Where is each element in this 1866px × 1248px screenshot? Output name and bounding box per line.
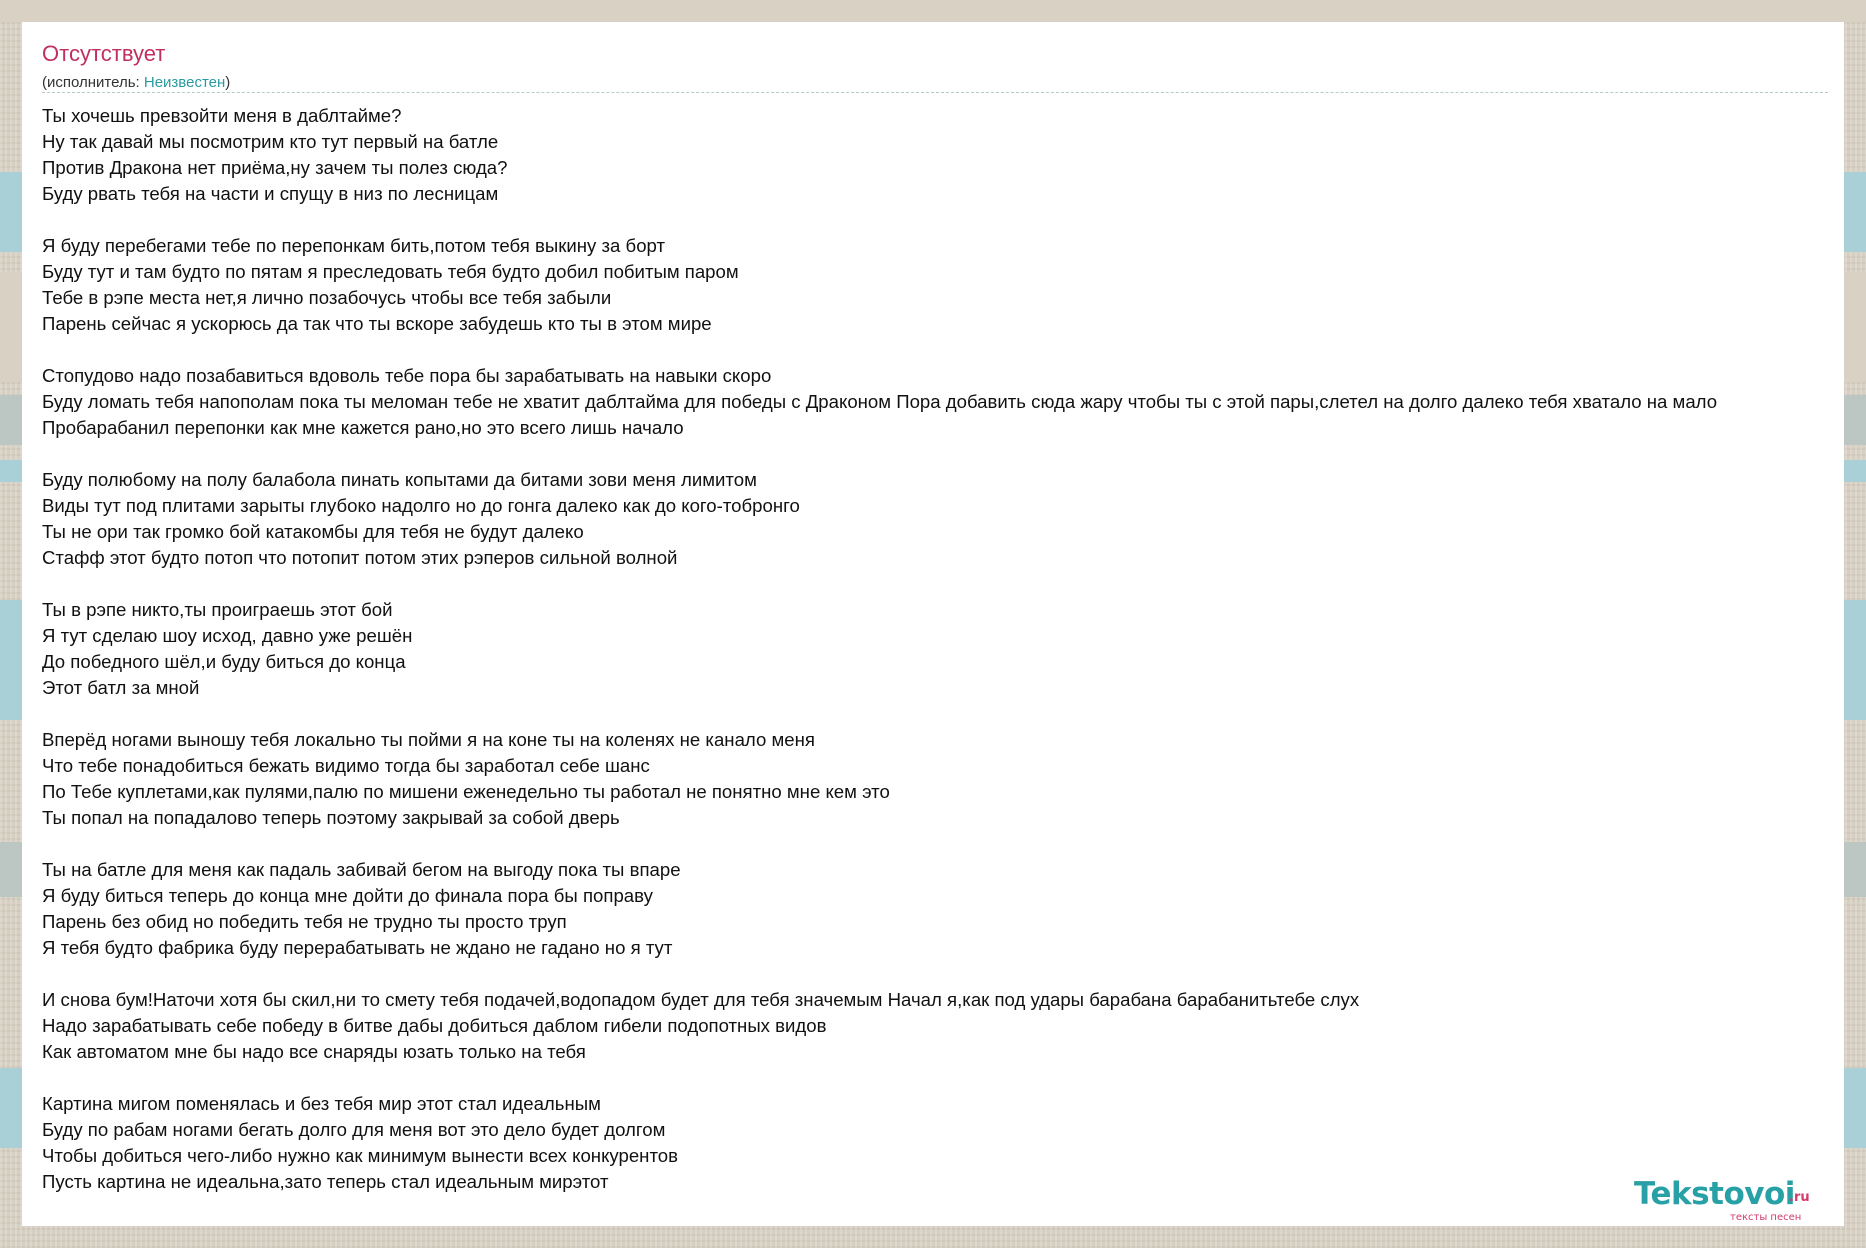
background-stripe [0,0,1866,22]
lyrics-line: Я тут сделаю шоу исход, давно уже решён [42,625,413,646]
lyrics-stanza [42,233,1844,337]
lyrics-stanza [42,103,1844,207]
artist-suffix: ) [225,74,231,91]
lyrics-stanza [42,467,1844,571]
lyrics-line: Парень сейчас я ускорюсь да так что ты вскоре забудешь кто ты в этом мире [42,313,712,334]
lyrics-line: Чтобы добиться чего-либо нужно как минимум вынести всех конкурентов [42,1145,678,1166]
logo-tld: .ru [1789,1190,1810,1205]
lyrics-line: Ты попал на попадалово теперь поэтому закрывай за собой дверь [42,807,620,828]
logo-tagline: тексты песен [1730,1212,1802,1223]
lyrics-line: Стопудово надо позабавиться вдоволь тебе пора бы зарабатывать на навыки скоро [42,365,772,386]
lyrics-stanza [42,1091,1844,1195]
lyrics-line: Буду ломать тебя напополам пока ты меломан тебе не хватит даблтайма для победы с Драконом Пора добавить сюда жару чтобы ты с этой пары,слетел на долго далеко тебя хватало на мало [42,391,1718,412]
artist-prefix: (исполнитель: [42,74,144,91]
lyrics-line: Пробарабанил перепонки как мне кажется рано,но это всего лишь начало [42,417,684,438]
lyrics-line: Ты на батле для меня как падаль забивай бегом на выгоду пока ты впаре [42,859,681,880]
lyrics-line: Что тебе понадобиться бежать видимо тогда бы заработал себе шанс [42,755,650,776]
lyrics-line: По Тебе куплетами,как пулями,палю по мишени еженедельно ты работал не понятно мне кем это [42,781,890,802]
lyrics-line: И снова бум!Наточи хотя бы скил,ни то смету тебя подачей,водопадом будет для тебя значемым Начал я,как под удары барабана барабанитьтебе слух [42,989,1360,1010]
lyrics-line: Надо зарабатывать себе победу в битве дабы добиться даблом гибели подопотных видов [42,1015,827,1036]
lyrics-line: Вперёд ногами выношу тебя локально ты пойми я на коне ты на коленях не канало меня [42,729,815,750]
lyrics-line: Я буду перебегами тебе по перепонкам бить,потом тебя выкину за борт [42,235,665,256]
lyrics-line: Буду по рабам ногами бегать долго для меня вот это дело будет долгом [42,1119,666,1140]
lyrics-line: Парень без обид но победить тебя не трудно ты просто труп [42,911,567,932]
lyrics-panel [22,22,1844,1226]
lyrics-stanza [42,987,1844,1065]
artist-line [42,74,230,91]
logo-name: Tekstovoi [1634,1176,1795,1212]
lyrics-line: Виды тут под плитами зарыты глубоко надолго но до гонга далеко как до кого-тобронго [42,495,800,516]
lyrics-stanza [42,363,1844,441]
lyrics-line: Против Дракона нет приёма,ну зачем ты полез сюда? [42,157,508,178]
lyrics-stanza [42,597,1844,701]
lyrics-text [42,103,1844,1195]
lyrics-line: Ты в рэпе никто,ты проиграешь этот бой [42,599,393,620]
lyrics-line: Я тебя будто фабрика буду перерабатывать не ждано не гадано но я тут [42,937,673,958]
lyrics-line: Я буду биться теперь до конца мне дойти до финала пора бы поправу [42,885,653,906]
artist-link[interactable]: Неизвестен [143,74,226,91]
lyrics-line: Ты хочешь превзойти меня в даблтайме? [42,105,402,126]
lyrics-line: Ну так давай мы посмотрим кто тут первый на батле [42,131,499,152]
lyrics-line: Картина мигом поменялась и без тебя мир этот стал идеальным [42,1093,601,1114]
lyrics-line: Стафф этот будто потоп что потопит потом этих рэперов сильной волной [42,547,678,568]
lyrics-line: Тебе в рэпе места нет,я лично позабочусь чтобы все тебя забыли [42,287,612,308]
lyrics-line: До победного шёл,и буду биться до конца [42,651,406,672]
lyrics-stanza [42,727,1844,831]
title-divider [42,92,1828,93]
lyrics-line: Буду рвать тебя на части и спущу в низ по лесницам [42,183,499,204]
lyrics-line: Буду полюбому на полу балабола пинать копытами да битами зови меня лимитом [42,469,757,490]
lyrics-line: Пусть картина не идеальна,зато теперь стал идеальным мирэтот [42,1171,609,1192]
lyrics-line: Ты не ори так громко бой катакомбы для тебя не будут далеко [42,521,584,542]
site-logo[interactable] [1634,1176,1834,1224]
lyrics-stanza [42,857,1844,961]
lyrics-line: Как автоматом мне бы надо все снаряды юзать только на тебя [42,1041,586,1062]
lyrics-line: Этот батл за мной [42,677,200,698]
lyrics-line: Буду тут и там будто по пятам я преследовать тебя будто добил побитым паром [42,261,739,282]
song-title: Отсутствует [42,41,166,66]
